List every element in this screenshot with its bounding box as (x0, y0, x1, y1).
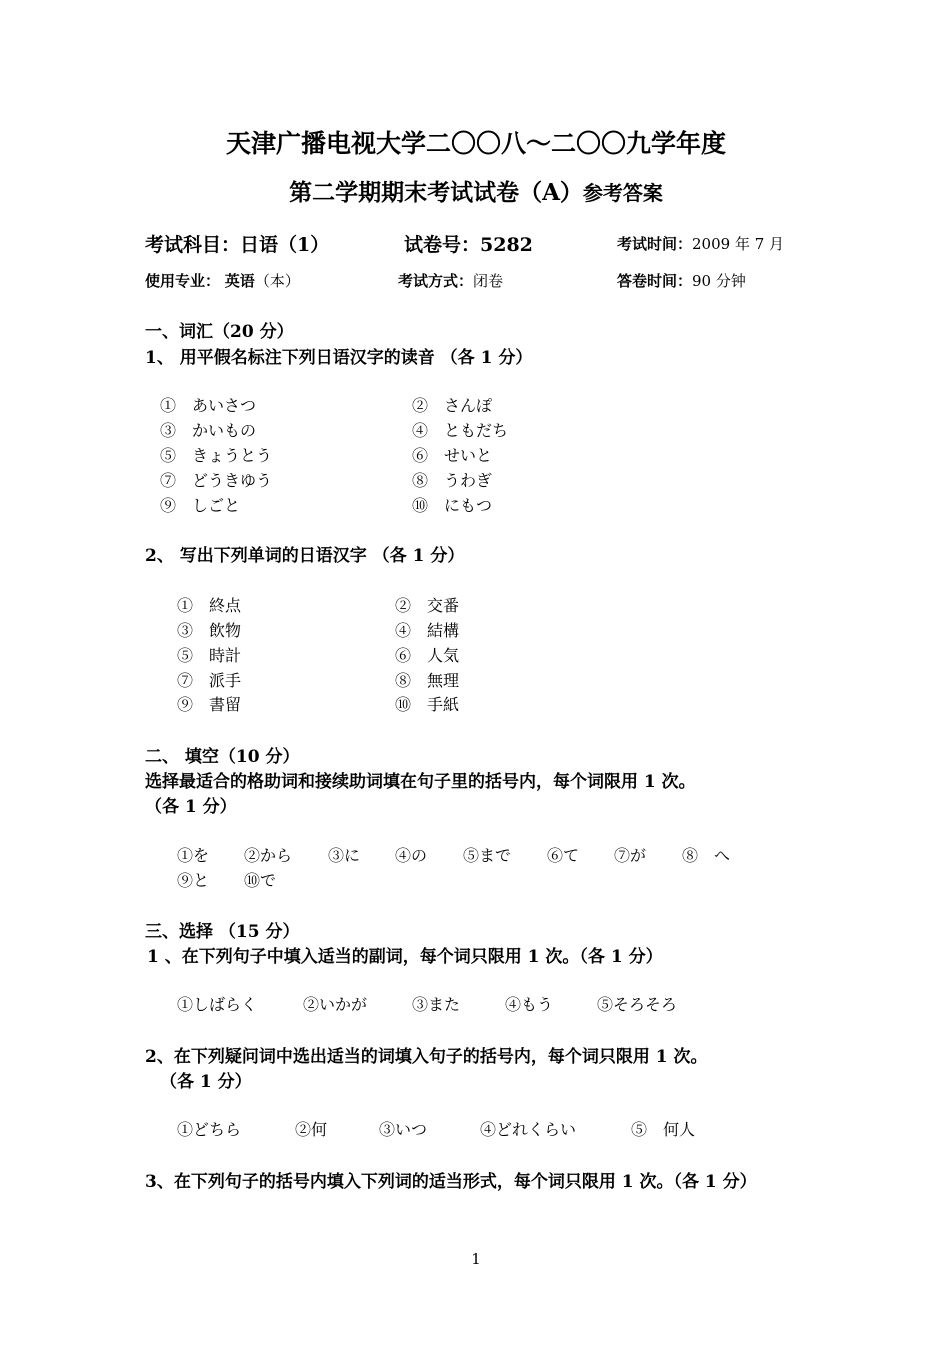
section-2-instruction-line-1: 选择最适合的格助词和接续助词填在句子里的括号内，每个词限用 1 次。 (145, 772, 696, 792)
answer-item: ⑩ 手紙 (395, 695, 460, 714)
paper-number-info (404, 230, 533, 257)
title-line-2-suffix: 参考答案 (582, 181, 663, 205)
answer-item: ⑨ 書留 (177, 695, 242, 714)
answer-item: ⑦ 派手 (177, 671, 242, 690)
answer-item: ⑤まで (463, 846, 512, 865)
answer-item: ③に (328, 846, 361, 865)
section-1-question-1-title: 1、 用平假名标注下列日语汉字的读音 （各 1 分） (145, 348, 533, 368)
title-line-2 (0, 174, 952, 207)
answer-item: ④もう (505, 995, 554, 1014)
subject-label: 考试科目： (145, 234, 241, 256)
section-3-question-2-title-line-1: 2、在下列疑问词中选出适当的词填入句子的括号内，每个词只限用 1 次。 (145, 1047, 708, 1067)
answer-item: ⑦ どうきゆう (160, 471, 273, 490)
answer-item: ③いつ (379, 1120, 428, 1139)
answer-item: ⑤ 何人 (631, 1120, 696, 1139)
answer-item: ② 交番 (395, 596, 460, 615)
title-line-1: 天津广播电视大学二〇〇八～二〇〇九学年度 (225, 129, 726, 158)
answer-item: ⑩ にもつ (412, 496, 493, 515)
paper-number-label: 试卷号： (404, 234, 481, 256)
answer-item: ④どれくらい (480, 1120, 577, 1139)
answer-item: ① あいさつ (160, 396, 257, 415)
answer-item: ④ 結構 (395, 621, 460, 640)
exam-time-label: 考试时间： (617, 235, 693, 253)
paper-number-value: 5282 (480, 234, 533, 256)
exam-mode-label: 考试方式： (398, 272, 474, 290)
major-value: 英语 (224, 272, 255, 290)
answer-item: ⑧ 無理 (395, 671, 460, 690)
answer-item: ①どちら (177, 1120, 242, 1139)
answer-item: ②何 (295, 1120, 328, 1139)
section-2-instruction-line-2: （各 1 分） (145, 797, 237, 817)
major-label: 使用专业： (145, 272, 221, 290)
answer-item: ⑦が (614, 846, 647, 865)
major-info (145, 270, 300, 291)
answer-item: ⑥て (547, 846, 580, 865)
answer-item: ① 終点 (177, 596, 242, 615)
exam-mode-info (398, 270, 503, 291)
section-1-title: 一、词汇（20 分） (145, 322, 294, 342)
answer-item: ⑥ せいと (412, 446, 493, 465)
answer-time-value: 90 分钟 (692, 272, 746, 290)
answer-item: ④の (395, 846, 428, 865)
answer-item: ①を (177, 846, 210, 865)
exam-time-value: 2009 年 7 月 (692, 235, 785, 253)
title-line-2-main: 第二学期期末考试试卷（A） (289, 179, 583, 206)
exam-mode-value: 闭卷 (473, 272, 504, 290)
answer-item: ②から (244, 846, 293, 865)
answer-item: ④ ともだち (412, 421, 509, 440)
answer-item: ⑤そろそろ (597, 995, 678, 1014)
answer-item: ⑥ 人気 (395, 646, 460, 665)
page-number: 1 (471, 1250, 481, 1268)
answer-item: ②いかが (303, 995, 368, 1014)
answer-item: ③ かいもの (160, 421, 257, 440)
answer-item: ⑩で (244, 871, 277, 890)
answer-item: ⑨ しごと (160, 496, 241, 515)
section-1-question-2-title: 2、 写出下列单词的日语汉字 （各 1 分） (145, 546, 465, 566)
answer-time-label: 答卷时间： (617, 272, 693, 290)
section-3-question-2-title-line-2: （各 1 分） (160, 1072, 252, 1092)
exam-time-info (617, 233, 784, 254)
subject-value: 日语（1） (240, 234, 330, 256)
answer-item: ⑨と (177, 871, 210, 890)
answer-item: ② さんぽ (412, 396, 493, 415)
answer-item: ③また (412, 995, 461, 1014)
section-2-title: 二、 填空（10 分） (145, 747, 300, 767)
answer-item: ⑤ 時計 (177, 646, 242, 665)
subject-info (145, 230, 329, 257)
major-suffix: （本） (254, 272, 300, 290)
answer-item: ①しばらく (177, 995, 258, 1014)
section-3-question-1-title: 1 、在下列句子中填入适当的副词，每个词只限用 1 次。（各 1 分） (147, 947, 663, 967)
answer-item: ⑧ うわぎ (412, 471, 493, 490)
section-3-title: 三、选择 （15 分） (145, 922, 300, 942)
section-3-question-3-title: 3、在下列句子的括号内填入下列词的适当形式，每个词只限用 1 次。（各 1 分） (145, 1172, 757, 1192)
answer-time-info (617, 270, 746, 291)
answer-item: ⑤ きょうとう (160, 446, 273, 465)
answer-item: ③ 飲物 (177, 621, 242, 640)
answer-item: ⑧ へ (682, 846, 731, 865)
